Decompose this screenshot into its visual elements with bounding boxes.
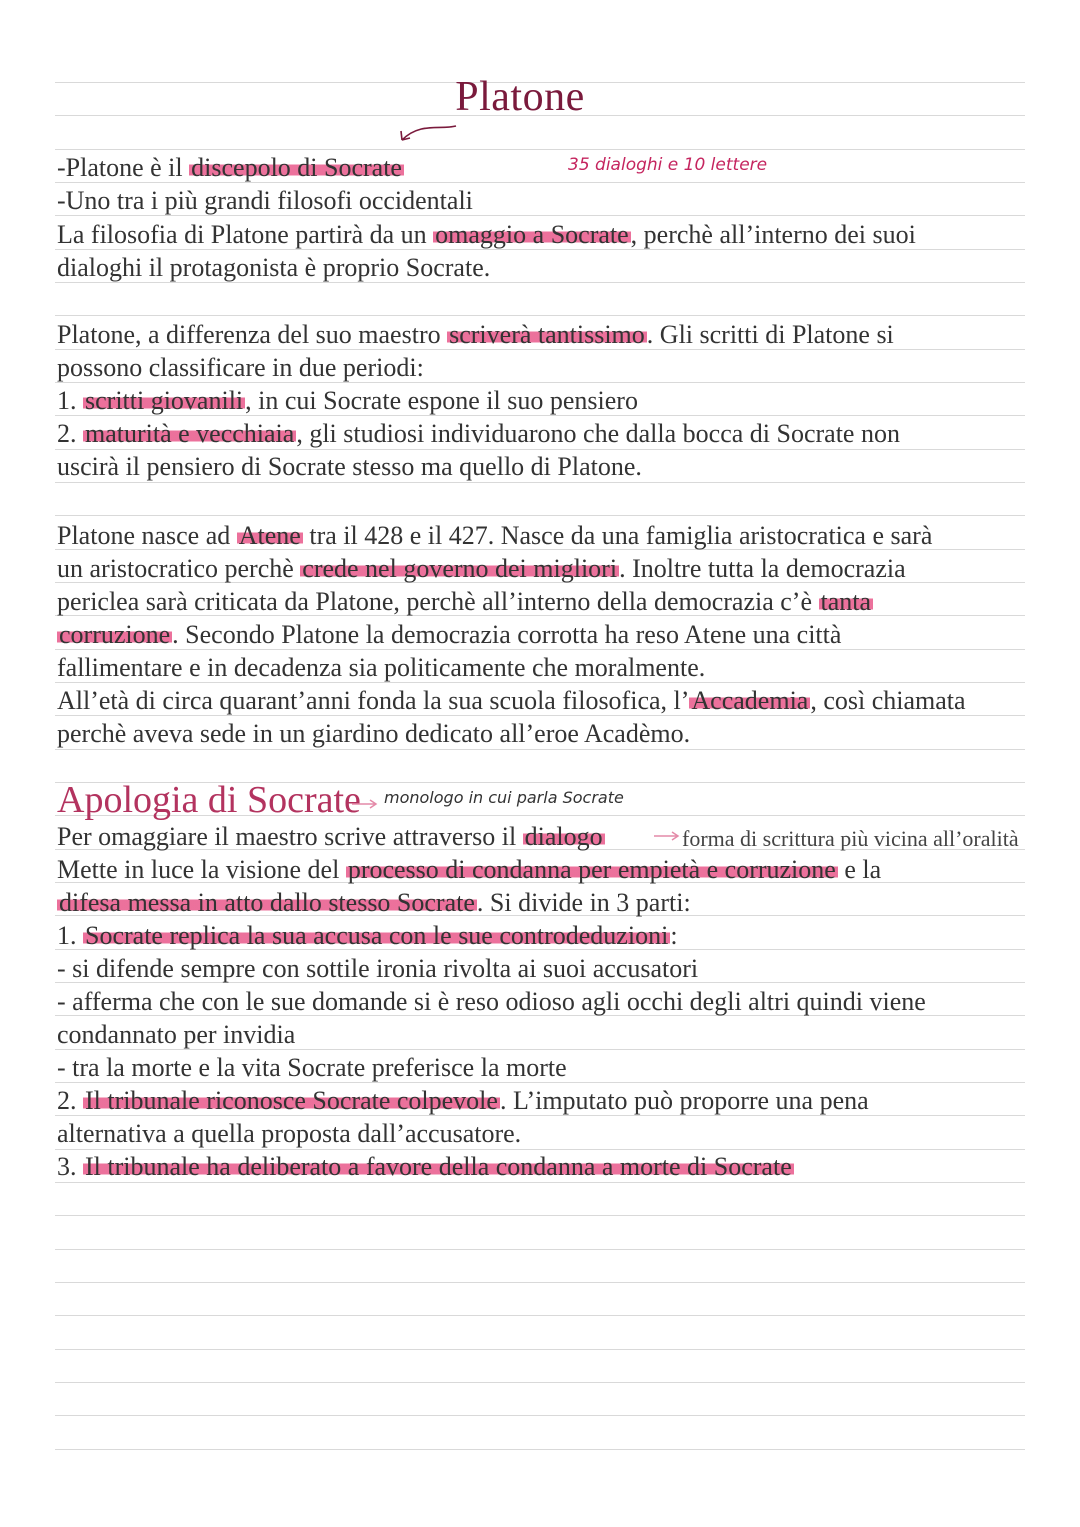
highlighted-text: scriverà tantissimo: [449, 320, 645, 349]
curved-arrow-icon: [390, 118, 462, 148]
text-line: [57, 684, 966, 717]
text-span: 1.: [57, 386, 83, 415]
text-line: [57, 1084, 869, 1117]
text-span: All’età di circa quarant’anni fonda la sua scuola filosofica, l’: [57, 686, 690, 715]
text-line: [57, 886, 691, 919]
ruled-line: [55, 1349, 1025, 1350]
text-line: [57, 618, 841, 651]
text-span: fallimentare e in decadenza sia politicamente che moralmente.: [57, 653, 706, 682]
highlighted-text: Atene: [238, 521, 301, 550]
arrow-right-icon: [350, 798, 380, 810]
highlighted-text: corruzione: [59, 620, 171, 649]
text-line: [57, 919, 678, 952]
highlighted-text: discepolo di Socrate: [191, 153, 402, 182]
text-span: tra il 428 e il 427. Nasce da una famiglia aristocratica e sarà: [302, 521, 933, 550]
text-line: [57, 450, 642, 483]
highlighted-text: tanta: [820, 587, 872, 616]
highlighted-text: processo di condanna per empietà e corruzione: [347, 855, 836, 884]
text-line: [57, 318, 894, 351]
text-line: [57, 384, 638, 417]
ruled-line: [55, 1449, 1025, 1450]
highlighted-text: maturità e vecchiaia: [85, 419, 295, 448]
text-span: 2.: [57, 1086, 83, 1115]
text-span: Platone nasce ad: [57, 521, 237, 550]
text-span: , così chiamata: [810, 686, 966, 715]
text-line: [57, 1150, 794, 1183]
text-span: -Platone è il: [57, 153, 190, 182]
text-line: [57, 251, 490, 284]
text-span: periclea sarà criticata da Platone, perchè all’interno della democrazia c’è: [57, 587, 819, 616]
text-span: possono classificare in due periodi:: [57, 353, 424, 382]
text-span: perchè aveva sede in un giardino dedicato all’eroe Acadèmo.: [57, 719, 691, 748]
text-span: . Secondo Platone la democrazia corrotta ha reso Atene una città: [172, 620, 842, 649]
ruled-line: [55, 1382, 1025, 1383]
text-span: , perchè all’interno dei suoi: [630, 220, 916, 249]
ruled-line: [55, 1215, 1025, 1216]
section-note: monologo in cui parla Socrate: [384, 788, 624, 807]
highlighted-text: dialogo: [524, 822, 603, 851]
text-line: [57, 519, 932, 552]
text-line: [57, 717, 690, 750]
highlighted-text: difesa messa in atto dallo stesso Socrate: [59, 888, 475, 917]
text-span: -Uno tra i più grandi filosofi occidentali: [57, 186, 473, 215]
text-line: [57, 952, 698, 985]
text-span: , in cui Socrate espone il suo pensiero: [245, 386, 638, 415]
text-line: [57, 820, 605, 853]
ruled-line: [55, 515, 1025, 516]
text-span: . Inoltre tutta la democrazia: [619, 554, 906, 583]
text-line: [57, 184, 473, 217]
text-span: La filosofia di Platone partirà da un: [57, 220, 434, 249]
highlighted-text: scritti giovanili: [85, 386, 244, 415]
ruled-line: [55, 1282, 1025, 1283]
margin-note: 35 dialoghi e 10 lettere: [568, 155, 768, 175]
highlighted-text: Il tribunale ha deliberato a favore della condanna a morte di Socrate: [85, 1152, 792, 1181]
text-span: Mette in luce la visione del: [57, 855, 346, 884]
page-title: Platone: [455, 74, 585, 120]
arrow-right-icon: [652, 830, 682, 842]
text-line: [57, 1051, 567, 1084]
highlighted-text: Socrate replica la sua accusa con le sue controdeduzioni: [85, 921, 669, 950]
text-line: [57, 218, 916, 251]
highlighted-text: Accademia: [691, 686, 809, 715]
text-line: [57, 417, 900, 450]
text-span: - si difende sempre con sottile ironia rivolta ai suoi accusatori: [57, 954, 699, 983]
text-span: 3.: [57, 1152, 83, 1181]
ruled-line: [55, 1415, 1025, 1416]
text-span: , gli studiosi individuarono che dalla bocca di Socrate non: [296, 419, 900, 448]
text-span: . L’imputato può proporre una pena: [499, 1086, 869, 1115]
dialogo-note: forma di scrittura più vicina all’oralità: [682, 826, 1019, 851]
text-span: Per omaggiare il maestro scrive attraverso il: [57, 822, 523, 851]
text-span: . Gli scritti di Platone si: [646, 320, 894, 349]
text-line: [57, 985, 926, 1018]
text-line: [57, 351, 424, 384]
text-span: - tra la morte e la vita Socrate preferisce la morte: [57, 1053, 567, 1082]
text-line: [57, 651, 705, 684]
ruled-line: [55, 149, 1025, 150]
text-line: [57, 853, 881, 886]
text-line: [57, 552, 906, 585]
text-span: uscirà il pensiero di Socrate stesso ma quello di Platone.: [57, 452, 642, 481]
highlighted-text: omaggio a Socrate: [435, 220, 629, 249]
section-title: Apologia di Socrate: [57, 779, 361, 821]
text-span: Platone, a differenza del suo maestro: [57, 320, 448, 349]
text-line: [57, 1117, 521, 1150]
text-span: 1.: [57, 921, 83, 950]
text-span: :: [670, 921, 678, 950]
text-span: - afferma che con le sue domande si è reso odioso agli occhi degli altri quindi viene: [57, 987, 926, 1016]
text-span: condannato per invidia: [57, 1020, 296, 1049]
highlighted-text: crede nel governo dei migliori: [302, 554, 618, 583]
ruled-line: [55, 1249, 1025, 1250]
text-span: alternativa a quella proposta dall’accusatore.: [57, 1119, 522, 1148]
text-span: dialoghi il protagonista è proprio Socrate.: [57, 253, 491, 282]
text-line: [57, 1018, 295, 1051]
ruled-line: [55, 1315, 1025, 1316]
text-span: . Si divide in 3 parti:: [476, 888, 691, 917]
ruled-line: [55, 315, 1025, 316]
text-span: 2.: [57, 419, 83, 448]
text-line: [57, 585, 873, 618]
highlighted-text: Il tribunale riconosce Socrate colpevole: [85, 1086, 498, 1115]
text-span: e la: [837, 855, 882, 884]
text-line: [57, 151, 404, 184]
text-span: un aristocratico perchè: [57, 554, 301, 583]
